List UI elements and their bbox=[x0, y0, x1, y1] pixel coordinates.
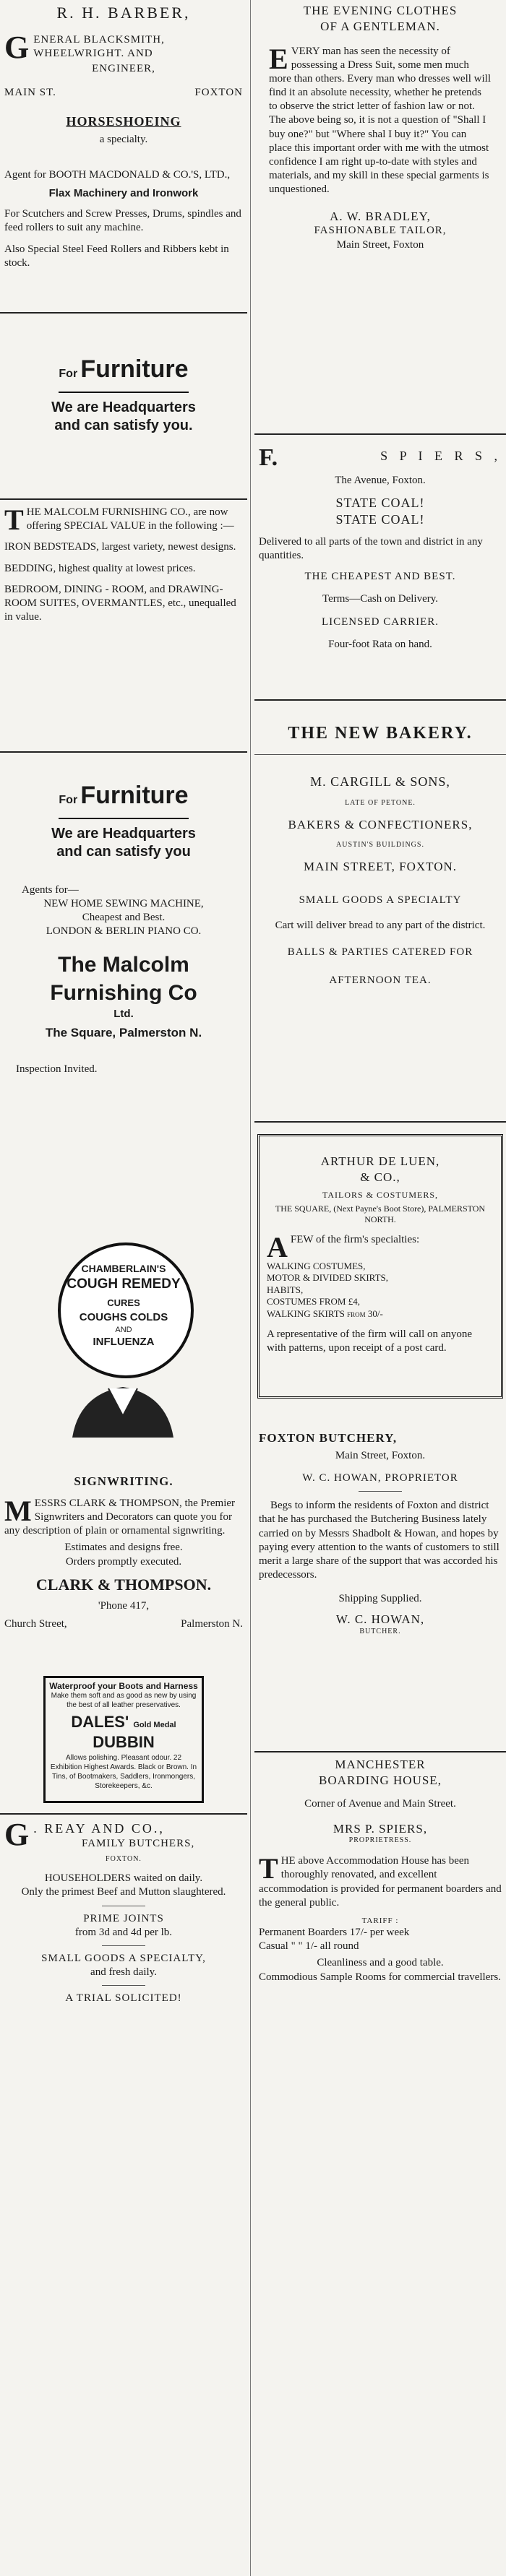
malcolm-intro bbox=[4, 506, 243, 536]
malcolm-inspection: Inspection Invited. bbox=[16, 1063, 98, 1076]
butchery-body: Begs to inform the residents of Foxton and district that he has purchased the Butchering Business lately carried on by Messrs Shadbolt & Howan, and hopes by paying every attention to the wants of customers to still merit a large share of the support that was accorded his predecessors. bbox=[259, 1500, 499, 1581]
deluen-item-3: HABITS, bbox=[267, 1284, 304, 1295]
malcolm-item-bedsteads: IRON BEDSTEADS, largest variety, newest designs. bbox=[4, 541, 236, 553]
divider bbox=[254, 1121, 506, 1123]
furniture-tagline-1b: and can satisfy you. bbox=[54, 418, 193, 434]
malcolm-specials-ad bbox=[0, 506, 247, 744]
sign-estimates: Estimates and designs free. bbox=[64, 1542, 183, 1554]
bradley-name: A. W. BRADLEY, bbox=[330, 209, 431, 223]
boarding-tariff: TARIFF : bbox=[361, 1916, 399, 1925]
dubbin-brand-row bbox=[46, 1712, 202, 1752]
furniture-agent-line-3: LONDON & BERLIN PIANO CO. bbox=[46, 925, 202, 938]
sign-street: Church Street, bbox=[4, 1618, 67, 1630]
sign-phone: 'Phone 417, bbox=[98, 1599, 150, 1612]
left-column bbox=[0, 0, 247, 2576]
column-rule bbox=[250, 0, 251, 2576]
sign-address bbox=[4, 1617, 243, 1631]
deluen-name-2: & CO., bbox=[360, 1170, 400, 1184]
furniture-tagline-1a: We are Headquarters bbox=[51, 399, 196, 415]
divider bbox=[59, 818, 189, 819]
butchery-title: FOXTON BUTCHERY, bbox=[259, 1431, 398, 1445]
spiers-heading bbox=[259, 442, 502, 474]
furniture-for-2: For bbox=[59, 794, 78, 806]
butchery-trade: BUTCHER. bbox=[359, 1628, 401, 1636]
reay-price: from 3d and 4d per lb. bbox=[74, 1926, 173, 1938]
malcolm-address: The Square, Palmerston N. bbox=[45, 1026, 202, 1040]
bradley-body bbox=[259, 42, 502, 197]
reay-line-1: HOUSEHOLDERS waited on daily. bbox=[44, 1872, 203, 1885]
divider bbox=[359, 1491, 402, 1492]
boarding-body-text: HE above Accommodation House has been thoroughly renovated, and excellent accommodation is provided for permanent boarders and the general public. bbox=[259, 1855, 502, 1909]
butchery-proprietor: W. C. HOWAN, PROPRIETOR bbox=[302, 1471, 458, 1484]
divider bbox=[0, 751, 247, 753]
boarding-permanent: Permanent Boarders 17/- per week bbox=[259, 1927, 410, 1939]
divider bbox=[0, 312, 247, 314]
bakery-trade: BAKERS & CONFECTIONERS, bbox=[288, 817, 473, 831]
sign-title: SIGNWRITING. bbox=[74, 1474, 173, 1488]
divider bbox=[0, 1813, 247, 1815]
cough-line-2: INFLUENZA bbox=[93, 1336, 155, 1348]
deluen-rep: A representative of the firm will call on anyone with patterns, upon receipt of a post card. bbox=[267, 1328, 473, 1354]
signwriting-ad bbox=[0, 1474, 247, 1661]
cough-brand: CHAMBERLAIN'S bbox=[81, 1263, 166, 1274]
reay-butchers-ad bbox=[0, 1820, 247, 2109]
spiers-name: S P I E R S , bbox=[380, 449, 502, 463]
bakery-street: MAIN STREET, FOXTON. bbox=[303, 860, 458, 874]
deluen-ad bbox=[257, 1134, 503, 1399]
furniture-title-2: Furniture bbox=[80, 782, 189, 809]
bakery-title: THE NEW BAKERY. bbox=[288, 724, 473, 743]
deluen-trade: TAILORS & COSTUMERS, bbox=[322, 1189, 439, 1200]
deluen-intro bbox=[267, 1230, 494, 1263]
spiers-coal-2: STATE COAL! bbox=[335, 511, 425, 527]
malcolm-drop-initial: T bbox=[4, 506, 24, 536]
furniture-for-1: For bbox=[59, 368, 78, 380]
dubbin-gold: Gold Medal bbox=[133, 1720, 176, 1729]
spiers-deliver: Delivered to all parts of the town and district in any quantities. bbox=[259, 535, 483, 561]
deluen-intro-text: FEW of the firm's specialties: bbox=[290, 1233, 420, 1245]
bradley-body-text: VERY man has seen the necessity of possessing a Dress Suit, some men much more than others. Every man who dresses well will find it an absolute necessity, whether he pretends to observe the strict letter of fashion law or not. The above being so, it is not a question of "Shall I buy one?" but "Where shal I buy it?" You can place this important order with me with the utmost confidence I am right up-to-date with styles and materials, and my skill in these special garments is unquestioned. bbox=[269, 45, 492, 196]
barber-address bbox=[4, 86, 243, 100]
cough-product: COUGH REMEDY bbox=[67, 1276, 181, 1292]
deluen-drop-initial: A bbox=[267, 1230, 288, 1263]
divider bbox=[102, 1985, 145, 1986]
reay-joints: PRIME JOINTS bbox=[83, 1912, 164, 1924]
malcolm-name-1: The Malcolm bbox=[58, 953, 189, 977]
boarding-title-2: BOARDING HOUSE, bbox=[319, 1773, 442, 1787]
barber-agent: Agent for BOOTH MACDONALD & CO.'S, LTD., bbox=[4, 168, 231, 181]
boarding-sample: Commodious Sample Rooms for commercial travellers. bbox=[259, 1971, 501, 1983]
malcolm-ltd: Ltd. bbox=[113, 1008, 134, 1021]
bradley-address: Main Street, Foxton bbox=[336, 238, 424, 251]
spiers-coal-ad bbox=[254, 442, 506, 688]
cough-shoulders-illustration bbox=[65, 1365, 181, 1438]
furniture-heading-2 bbox=[4, 780, 243, 812]
barber-specialty: a specialty. bbox=[99, 133, 148, 145]
boarding-corner: Corner of Avenue and Main Street. bbox=[304, 1797, 456, 1810]
spiers-initial: F. bbox=[259, 444, 278, 471]
malcolm-item-bedding: BEDDING, highest quality at lowest prices. bbox=[4, 562, 196, 574]
sign-firm: CLARK & THOMPSON. bbox=[35, 1575, 212, 1594]
bakery-small-goods: SMALL GOODS A SPECIALTY bbox=[299, 894, 462, 906]
barber-flax: Flax Machinery and Ironwork bbox=[48, 186, 199, 199]
barber-town: FOXTON bbox=[194, 87, 243, 99]
deluen-item-4: COSTUMES FROM £4, bbox=[267, 1296, 360, 1308]
deluen-item-2: MOTOR & DIVIDED SKIRTS, bbox=[267, 1272, 388, 1284]
divider bbox=[254, 1751, 506, 1752]
malcolm-name-2: Furnishing Co bbox=[50, 980, 197, 1005]
dubbin-product: DUBBIN bbox=[93, 1733, 155, 1752]
dubbin-line-2: Make them soft and as good as new by using the best of all leather preservatives. bbox=[51, 1692, 197, 1710]
reay-town: FOXTON. bbox=[106, 1855, 142, 1864]
deluen-item-1: WALKING COSTUMES, bbox=[267, 1260, 366, 1271]
furniture-tagline-2a: We are Headquarters bbox=[51, 825, 196, 842]
dubbin-line-1: Waterproof your Boots and Harness bbox=[49, 1681, 198, 1691]
boarding-title-1: MANCHESTER bbox=[335, 1758, 426, 1771]
divider bbox=[0, 498, 247, 500]
boarding-casual: Casual " " 1/- all round bbox=[259, 1940, 359, 1953]
spiers-cheapest: THE CHEAPEST AND BEST. bbox=[304, 571, 456, 583]
furniture-title-1: Furniture bbox=[80, 355, 189, 383]
boarding-clean: Cleanliness and a good table. bbox=[317, 1957, 444, 1969]
bakery-balls: BALLS & PARTIES CATERED FOR bbox=[287, 946, 473, 959]
barber-scutchers: For Scutchers and Screw Presses, Drums, spindles and feed rollers to suit any machine. bbox=[4, 208, 241, 234]
dubbin-small-print: Allows polishing. Pleasant odour. 22 Exhibition Highest Awards. Black or Brown. In Tins, of Bootmakers, Saddlers, Ironmongers, Storekeepers, &c. bbox=[50, 1754, 197, 1790]
dubbin-ad bbox=[43, 1676, 204, 1803]
butchery-signature: W. C. HOWAN, bbox=[335, 1612, 425, 1627]
sign-body-text: ESSRS CLARK & THOMPSON, the Premier Signwriters and Decorators can quote you for any description of plain or ornamental signwriting. bbox=[4, 1497, 236, 1537]
furniture-agent-line-1: NEW HOME SEWING MACHINE, bbox=[43, 897, 204, 909]
divider bbox=[254, 699, 506, 701]
reay-trade: FAMILY BUTCHERS, bbox=[82, 1838, 195, 1850]
malcolm-intro-text: HE MALCOLM FURNISHING CO., are now offering SPECIAL VALUE in the following :— bbox=[26, 506, 234, 532]
reay-trial: A TRIAL SOLICITED! bbox=[65, 1992, 182, 2005]
furniture-ad-1 bbox=[0, 354, 247, 484]
deluen-address: THE SQUARE, (Next Payne's Boot Store), PALMERSTON NORTH. bbox=[275, 1203, 486, 1225]
spiers-address: The Avenue, Foxton. bbox=[335, 474, 426, 486]
sign-body bbox=[4, 1494, 243, 1539]
spiers-coal-1: STATE COAL! bbox=[335, 495, 425, 510]
barber-name: R. H. BARBER, bbox=[56, 4, 191, 22]
dubbin-brand: DALES' bbox=[71, 1712, 129, 1731]
deluen-name-1: ARTHUR DE LUEN, bbox=[320, 1154, 440, 1168]
deluen-item-5: WALKING SKIRTS from 30/- bbox=[267, 1308, 383, 1320]
spiers-terms: Terms—Cash on Delivery. bbox=[322, 593, 439, 605]
right-column bbox=[254, 0, 506, 2576]
cough-remedy-ad bbox=[0, 1228, 247, 1445]
sign-town: Palmerston N. bbox=[181, 1618, 243, 1630]
bakery-late: LATE OF PETONE. bbox=[345, 798, 416, 807]
bradley-title-2: OF A GENTLEMAN. bbox=[320, 19, 440, 33]
boarding-drop-initial: T bbox=[259, 1852, 278, 1885]
barber-trade-1: ENERAL BLACKSMITH, bbox=[33, 34, 165, 46]
barber-ad bbox=[0, 3, 247, 306]
furniture-heading-1 bbox=[4, 354, 243, 386]
barber-trade-2: WHEELWRIGHT. AND bbox=[33, 48, 153, 60]
furniture-agent-line-2: Cheapest and Best. bbox=[82, 912, 166, 924]
barber-street: MAIN ST. bbox=[4, 87, 56, 99]
bakery-ad bbox=[254, 722, 506, 1120]
boarding-body bbox=[259, 1854, 502, 1910]
bradley-trade: FASHIONABLE TAILOR, bbox=[314, 225, 447, 237]
barber-drop-initial: G bbox=[4, 30, 30, 66]
divider bbox=[102, 1945, 145, 1946]
barber-trade-3: ENGINEER, bbox=[92, 63, 155, 75]
boarding-proprietress: PROPRIETRESS. bbox=[348, 1836, 412, 1845]
reay-line-2: Only the primest Beef and Mutton slaughtered. bbox=[21, 1886, 226, 1898]
bradley-tailor-ad bbox=[254, 3, 506, 277]
bakery-name: M. CARGILL & SONS, bbox=[310, 774, 450, 789]
spiers-rata: Four-foot Rata on hand. bbox=[328, 638, 432, 650]
cough-and: AND bbox=[115, 1326, 132, 1334]
reay-name: . REAY AND CO., bbox=[33, 1821, 165, 1836]
reay-fresh: and fresh daily. bbox=[90, 1966, 157, 1979]
barber-horseshoeing: HORSESHOEING bbox=[66, 113, 181, 129]
bakery-cart: Cart will deliver bread to any part of the district. bbox=[275, 920, 486, 932]
sign-drop-initial: M bbox=[4, 1494, 32, 1527]
bakery-buildings: AUSTIN'S BUILDINGS. bbox=[336, 841, 424, 850]
deluen-inner bbox=[260, 1136, 501, 1362]
furniture-tagline-2b: and can satisfy you bbox=[56, 844, 191, 860]
barber-rollers: Also Special Steel Feed Rollers and Ribbers kebt in stock. bbox=[4, 243, 229, 269]
sign-orders: Orders promptly executed. bbox=[65, 1555, 182, 1568]
furniture-ad-2 bbox=[0, 780, 247, 1214]
cough-cures: CURES bbox=[107, 1297, 140, 1308]
reay-small-goods: SMALL GOODS A SPECIALTY, bbox=[41, 1952, 206, 1964]
barber-trades bbox=[4, 30, 243, 76]
boarding-house-ad bbox=[254, 1757, 506, 2104]
reay-drop-initial: G bbox=[4, 1820, 30, 1852]
furniture-agents: Agents for— bbox=[22, 883, 79, 896]
butchery-ad bbox=[254, 1430, 506, 1741]
cough-line-1: COUGHS COLDS bbox=[79, 1311, 168, 1323]
bakery-tea: AFTERNOON TEA. bbox=[329, 974, 432, 987]
spiers-carrier: LICENSED CARRIER. bbox=[321, 615, 439, 628]
malcolm-item-suites: BEDROOM, DINING - ROOM, and DRAWING-ROOM SUITES, OVERMANTLES, etc., unequalled in value. bbox=[4, 583, 236, 623]
bradley-title-1: THE EVENING CLOTHES bbox=[303, 4, 458, 17]
divider bbox=[59, 392, 189, 393]
divider bbox=[254, 433, 506, 435]
divider bbox=[254, 754, 506, 755]
butchery-shipping: Shipping Supplied. bbox=[338, 1593, 422, 1605]
butchery-address: Main Street, Foxton. bbox=[335, 1449, 426, 1461]
boarding-owner: MRS P. SPIERS, bbox=[333, 1821, 428, 1836]
bradley-drop-initial: E bbox=[269, 42, 288, 75]
